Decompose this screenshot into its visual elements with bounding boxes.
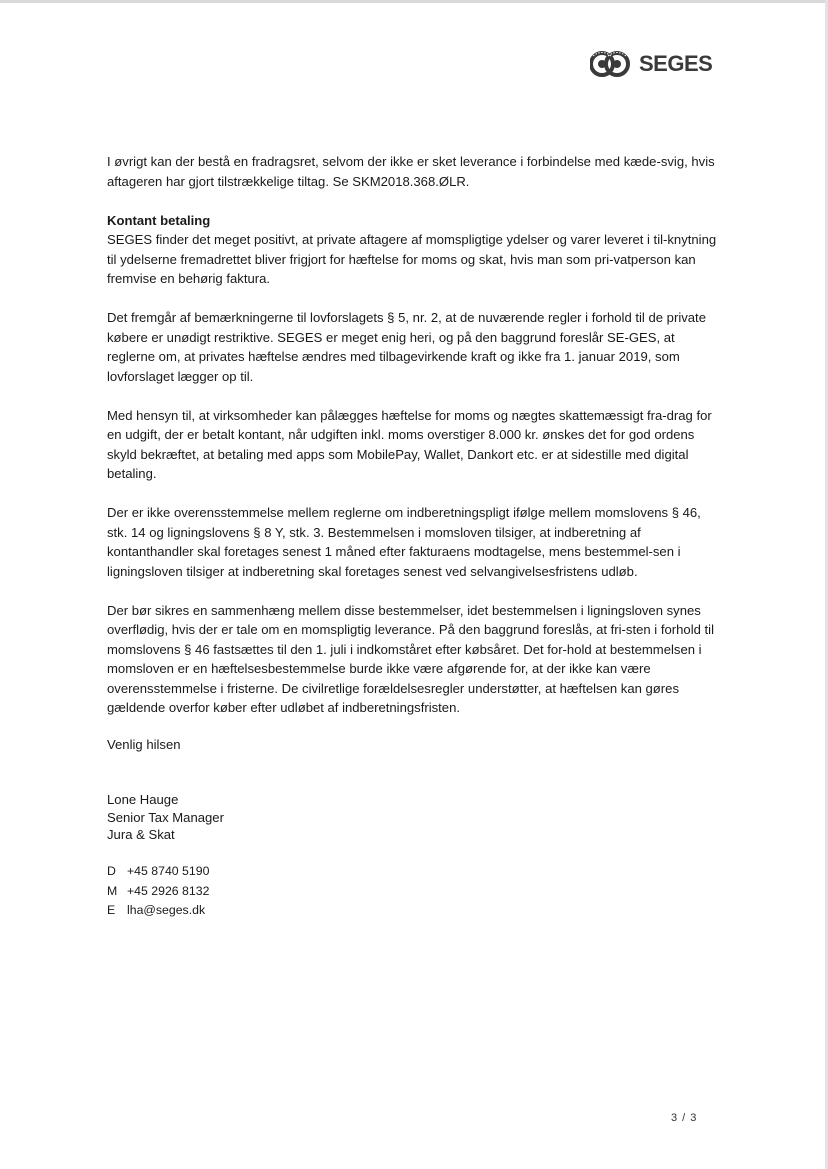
- signature-title: Senior Tax Manager: [107, 809, 224, 825]
- signature-department: Jura & Skat: [107, 827, 175, 842]
- paragraph-private-aftagere: SEGES finder det meget positivt, at private aftagere af momspligtige ydelser og varer leveret i til-knytning til ydelserne fremadrettet bliver frigjort for hæftelse for moms og skat, hvis man som pri-vatperson kan fremvise en behørig faktura.: [107, 232, 717, 286]
- contact-row-mobile: [107, 882, 209, 902]
- paragraph-digital-betaling: Med hensyn til, at virksomheder kan pålægges hæftelse for moms og nægtes skattemæssigt fra-drag for en udgift, der er betalt kontant, når udgiften inkl. moms overstiger 8.000 kr. ønskes det for god ordens skyld bekræftet, at betaling med apps som MobilePay, Wallet, Dankort etc. er at sidestille med digital betaling.: [107, 407, 712, 481]
- contact-block: [107, 862, 209, 921]
- section-heading: Kontant betaling: [107, 212, 211, 228]
- contact-row-direct: [107, 862, 209, 882]
- contact-key: M: [107, 883, 118, 898]
- section-heading-kontant-betaling: [107, 211, 722, 231]
- closing-greeting: Venlig hilsen: [107, 737, 181, 752]
- logo-text: SEGES: [639, 51, 713, 76]
- signature-name: Lone Hauge: [107, 792, 179, 807]
- mobile-phone: +45 2926 8132: [127, 883, 210, 898]
- paragraph-lovforslaget: Det fremgår af bemærkningerne til lovforslagets § 5, nr. 2, at de nuværende regler i forhold til de private købere er unødigt restriktive. SEGES er meget enig heri, og på den baggrund foreslår SE-GES, at reglerne om, at privates hæftelse ændres med tilbagevirkende kraft og ikke fra 1. januar 2019, som lovforslaget lægger op til.: [107, 310, 706, 384]
- letter-body: [107, 152, 722, 737]
- page-number: 3 / 3: [671, 1112, 698, 1124]
- contact-key: D: [107, 864, 116, 878]
- paragraph-sammenhaeng: Der bør sikres en sammenhæng mellem disse bestemmelser, idet bestemmelsen i ligningsloven synes overflødig, hvis der er tale om en momspligtig leverance. På den baggrund foreslås, at fri-sten i forhold til momslovens § 46 fastsættes til den 1. juli i indkomståret efter købsåret. Det for-hold at bestemmelsen i momsloven er en hæftelsesbestemmelse burde ikke være afgørende for, at der ikke kan være overensstemmelse i fristerne. De civilretlige forældelsesregler understøtter, at hæftelsen kan gøres gældende overfor køber efter udløbet af indberetningsfristen.: [107, 602, 714, 715]
- direct-phone: +45 8740 5190: [127, 864, 210, 878]
- paragraph-indberetningspligt: Der er ikke overensstemmelse mellem reglerne om indberetningspligt ifølge mellem momslovens § 46, stk. 14 og ligningslovens § 8 Y, stk. 3. Bestemmelsen i momsloven tilsiger, at indberetning af kontanthandler skal foretages senest 1 måned efter fakturaens modtagelse, mens bestemmel-sen i ligningsloven tilsiger at indberetning skal foretages senest ved selvangivelsesfristens udløb.: [107, 505, 701, 579]
- seges-logo: [590, 50, 712, 78]
- seges-logo-mark-icon: [590, 50, 638, 78]
- paragraph-fradragsret: I øvrigt kan der bestå en fradragsret, selvom der ikke er sket leverance i forbindelse med kæde-svig, hvis aftageren har gjort tilstrækkelige tiltag. Se SKM2018.368.ØLR.: [107, 154, 715, 189]
- contact-row-email: [107, 901, 209, 921]
- email-address[interactable]: lha@seges.dk: [127, 903, 206, 917]
- page-edge-top: [0, 0, 828, 3]
- contact-key: E: [107, 903, 116, 917]
- signature-block: [107, 791, 224, 844]
